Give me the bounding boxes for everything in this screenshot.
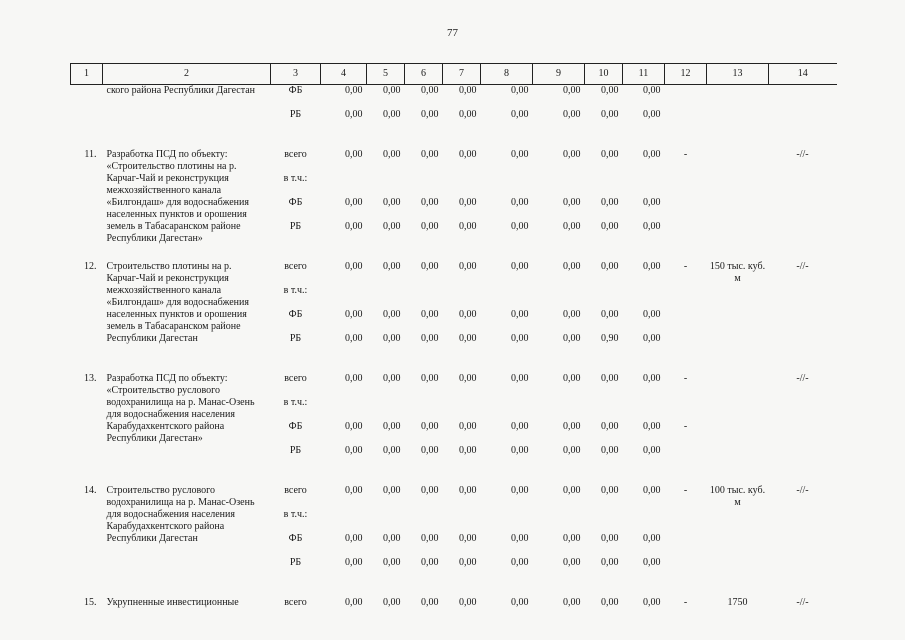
funding-source: РБ: [289, 221, 302, 232]
value-cell: 0,00: [383, 445, 401, 456]
value-cell: 0,00: [459, 109, 477, 120]
spacer-cell: [71, 357, 837, 373]
value-cell: 0,00: [459, 557, 477, 568]
value-cell: [533, 173, 585, 197]
column-header-2: 2: [103, 64, 271, 85]
column-header-12: 12: [665, 64, 707, 85]
value-cell: 0,00: [643, 109, 661, 120]
value-cell: 0,00: [601, 85, 619, 96]
value-cell: 0,00: [601, 597, 619, 608]
value-cell: 0,00: [601, 557, 619, 568]
value-cell: 0,00: [421, 309, 439, 320]
funding-source: в т.ч.:: [283, 285, 308, 296]
value-cell: 0,00: [383, 261, 401, 272]
capacity-cell: [707, 421, 769, 445]
capacity-cell: [707, 373, 769, 397]
value-cell: 0,00: [459, 421, 477, 432]
value-cell: 0,00: [383, 85, 401, 96]
column-header-4: 4: [321, 64, 367, 85]
value-cell: 0,00: [383, 597, 401, 608]
value-cell: 0,00: [345, 421, 363, 432]
header-row: [71, 64, 837, 85]
column-12-cell: -: [683, 485, 688, 496]
column-14-cell: [769, 421, 837, 445]
value-cell: 0,00: [563, 557, 581, 568]
value-cell: 0,00: [383, 197, 401, 208]
value-cell: 0,00: [421, 533, 439, 544]
capacity-cell: [707, 149, 769, 173]
value-cell: 0,00: [383, 373, 401, 384]
value-cell: [481, 509, 533, 533]
value-cell: 0,00: [563, 149, 581, 160]
value-cell: 0,00: [511, 445, 529, 456]
column-12-cell: [665, 445, 707, 469]
value-cell: 0,00: [511, 197, 529, 208]
value-cell: [585, 285, 623, 309]
capacity-cell: [707, 533, 769, 557]
column-14-cell: -//-: [796, 261, 809, 272]
value-cell: 0,00: [643, 197, 661, 208]
column-12-cell: [665, 509, 707, 533]
column-12-cell: [665, 557, 707, 581]
value-cell: 0,00: [563, 261, 581, 272]
item-name: Укрупненные инвестиционные: [106, 597, 239, 608]
value-cell: 0,00: [601, 421, 619, 432]
value-cell: 0,00: [421, 557, 439, 568]
value-cell: [533, 285, 585, 309]
value-cell: 0,00: [459, 485, 477, 496]
value-cell: [321, 397, 367, 421]
value-cell: 0,00: [511, 421, 529, 432]
value-cell: 0,00: [563, 333, 581, 344]
value-cell: 0,00: [421, 333, 439, 344]
value-cell: 0,00: [421, 109, 439, 120]
column-14-cell: -//-: [796, 485, 809, 496]
value-cell: 0,00: [383, 109, 401, 120]
value-cell: 0,00: [459, 85, 477, 96]
value-cell: 0,00: [643, 309, 661, 320]
spacer-cell: [71, 581, 837, 597]
funding-source: ФБ: [288, 309, 303, 320]
value-cell: [623, 397, 665, 421]
value-cell: [443, 509, 481, 533]
value-cell: 0,00: [421, 373, 439, 384]
column-14-cell: [769, 333, 837, 357]
capacity-cell: [707, 85, 769, 110]
value-cell: [533, 509, 585, 533]
value-cell: [321, 509, 367, 533]
capacity-cell: [707, 445, 769, 469]
value-cell: [405, 509, 443, 533]
value-cell: 0,00: [511, 309, 529, 320]
spacer-row: [71, 581, 837, 597]
value-cell: 0,00: [459, 445, 477, 456]
spacer-row: [71, 133, 837, 149]
capacity-cell: [707, 397, 769, 421]
value-cell: 0,00: [643, 149, 661, 160]
column-header-5: 5: [367, 64, 405, 85]
funding-source: ФБ: [288, 533, 303, 544]
column-header-6: 6: [405, 64, 443, 85]
value-cell: 0,00: [459, 533, 477, 544]
value-cell: 0,00: [511, 373, 529, 384]
column-14-cell: [769, 221, 837, 245]
value-cell: 0,00: [563, 485, 581, 496]
funding-source: РБ: [289, 445, 302, 456]
column-header-11: 11: [623, 64, 665, 85]
column-header-8: 8: [481, 64, 533, 85]
column-header-13: 13: [707, 64, 769, 85]
value-cell: [585, 509, 623, 533]
value-cell: [533, 397, 585, 421]
value-cell: [443, 397, 481, 421]
value-cell: 0,00: [345, 533, 363, 544]
column-header-14: 14: [769, 64, 837, 85]
value-cell: 0,00: [383, 421, 401, 432]
value-cell: 0,00: [511, 597, 529, 608]
spacer-row: [71, 469, 837, 485]
value-cell: 0,00: [459, 197, 477, 208]
funding-source: в т.ч.:: [283, 173, 308, 184]
value-cell: 0,00: [345, 485, 363, 496]
page-number: 77: [447, 27, 458, 39]
column-14-cell: [769, 285, 837, 309]
capacity-cell: [707, 333, 769, 357]
item-number: 11.: [84, 149, 97, 160]
value-cell: 0,00: [643, 221, 661, 232]
column-14-cell: [769, 109, 837, 133]
value-cell: 0,00: [383, 333, 401, 344]
value-cell: 0,00: [421, 485, 439, 496]
value-cell: 0,00: [421, 597, 439, 608]
value-cell: 0,00: [421, 421, 439, 432]
value-cell: 0,00: [643, 373, 661, 384]
value-cell: [443, 285, 481, 309]
column-14-cell: -//-: [796, 597, 809, 608]
value-cell: 0,00: [459, 333, 477, 344]
column-12-cell: [665, 397, 707, 421]
budget-table: [70, 63, 837, 621]
value-cell: 0,00: [383, 149, 401, 160]
capacity-cell: 150 тыс. куб. м: [709, 261, 766, 284]
spacer-row: [71, 357, 837, 373]
funding-source: всего: [284, 373, 307, 384]
capacity-cell: [707, 509, 769, 533]
value-cell: 0,00: [421, 221, 439, 232]
value-cell: [405, 285, 443, 309]
value-cell: 0,00: [511, 557, 529, 568]
value-cell: [405, 173, 443, 197]
funding-source: всего: [284, 149, 307, 160]
value-cell: 0,00: [511, 533, 529, 544]
value-cell: 0,00: [643, 597, 661, 608]
value-cell: 0,00: [563, 197, 581, 208]
value-cell: 0,90: [601, 333, 619, 344]
capacity-cell: [707, 173, 769, 197]
column-header-10: 10: [585, 64, 623, 85]
item-number: 15.: [84, 597, 97, 608]
column-14-cell: [769, 445, 837, 469]
value-cell: 0,00: [511, 333, 529, 344]
value-cell: 0,00: [345, 109, 363, 120]
value-cell: 0,00: [601, 261, 619, 272]
value-cell: [623, 285, 665, 309]
funding-source: всего: [284, 261, 307, 272]
column-14-cell: [769, 173, 837, 197]
value-cell: 0,00: [383, 309, 401, 320]
column-12-cell: [665, 173, 707, 197]
value-cell: 0,00: [601, 109, 619, 120]
column-14-cell: [769, 85, 837, 110]
column-header-3: 3: [271, 64, 321, 85]
value-cell: 0,00: [421, 197, 439, 208]
capacity-cell: [707, 221, 769, 245]
value-cell: 0,00: [459, 221, 477, 232]
value-cell: 0,00: [601, 445, 619, 456]
value-cell: 0,00: [563, 221, 581, 232]
value-cell: 0,00: [345, 373, 363, 384]
value-cell: 0,00: [345, 221, 363, 232]
value-cell: 0,00: [421, 85, 439, 96]
value-cell: 0,00: [459, 149, 477, 160]
table-row: [71, 597, 837, 621]
value-cell: [443, 173, 481, 197]
item-number: 14.: [84, 485, 97, 496]
value-cell: 0,00: [601, 309, 619, 320]
value-cell: 0,00: [421, 445, 439, 456]
value-cell: 0,00: [511, 261, 529, 272]
table-row: [71, 485, 837, 509]
value-cell: 0,00: [345, 333, 363, 344]
value-cell: [585, 173, 623, 197]
value-cell: 0,00: [511, 85, 529, 96]
value-cell: 0,00: [563, 309, 581, 320]
spacer-cell: [71, 245, 837, 261]
value-cell: 0,00: [511, 109, 529, 120]
spacer-cell: [71, 133, 837, 149]
value-cell: 0,00: [563, 373, 581, 384]
capacity-cell: [707, 557, 769, 581]
column-14-cell: [769, 509, 837, 533]
value-cell: 0,00: [345, 597, 363, 608]
item-number: [71, 85, 103, 134]
value-cell: [481, 397, 533, 421]
column-12-cell: -: [683, 149, 688, 160]
budget-table-sheet: [70, 63, 836, 621]
value-cell: 0,00: [345, 261, 363, 272]
value-cell: 0,00: [643, 333, 661, 344]
value-cell: 0,00: [421, 149, 439, 160]
value-cell: 0,00: [563, 445, 581, 456]
item-number: 12.: [84, 261, 97, 272]
capacity-cell: [707, 109, 769, 133]
value-cell: [367, 509, 405, 533]
value-cell: 0,00: [563, 85, 581, 96]
column-14-cell: [769, 397, 837, 421]
value-cell: [481, 285, 533, 309]
value-cell: 0,00: [563, 109, 581, 120]
funding-source: ФБ: [288, 197, 303, 208]
column-12-cell: [665, 109, 707, 133]
value-cell: [405, 397, 443, 421]
item-name: Разработка ПСД по объекту: «Строительство руслового водохранилища на р. Манас-Озень для водоснабжения населения Карабудахкентского района Республики Дагестан»: [106, 373, 255, 444]
value-cell: 0,00: [511, 485, 529, 496]
column-12-cell: -: [683, 261, 688, 272]
value-cell: 0,00: [383, 533, 401, 544]
capacity-cell: [707, 309, 769, 333]
value-cell: 0,00: [459, 261, 477, 272]
table-row: [71, 149, 837, 173]
spacer-row: [71, 245, 837, 261]
column-12-cell: [665, 221, 707, 245]
item-number: 13.: [84, 373, 97, 384]
value-cell: 0,00: [383, 221, 401, 232]
column-12-cell: [665, 85, 707, 110]
table-row: [71, 373, 837, 397]
table-body: [71, 85, 837, 622]
column-12-cell: -: [683, 421, 688, 432]
funding-source: в т.ч.:: [283, 509, 308, 520]
value-cell: 0,00: [511, 149, 529, 160]
value-cell: 0,00: [511, 221, 529, 232]
value-cell: 0,00: [345, 149, 363, 160]
value-cell: 0,00: [643, 85, 661, 96]
capacity-cell: 1750: [727, 597, 748, 608]
value-cell: [367, 173, 405, 197]
column-12-cell: [665, 533, 707, 557]
value-cell: 0,00: [643, 557, 661, 568]
value-cell: 0,00: [643, 485, 661, 496]
value-cell: 0,00: [383, 557, 401, 568]
value-cell: 0,00: [345, 557, 363, 568]
value-cell: 0,00: [421, 261, 439, 272]
value-cell: 0,00: [601, 485, 619, 496]
funding-source: всего: [284, 597, 307, 608]
value-cell: 0,00: [459, 373, 477, 384]
value-cell: 0,00: [601, 533, 619, 544]
value-cell: 0,00: [345, 85, 363, 96]
funding-source: ФБ: [288, 421, 303, 432]
value-cell: [623, 173, 665, 197]
value-cell: 0,00: [601, 373, 619, 384]
item-name: Разработка ПСД по объекту: «Строительство плотины на р. Карчаг-Чай и реконструкция межхозяйственного канала «Билгондаш» для водоснабжения населенных пунктов и орошения земель в Табасаранском районе Республики Дагестан»: [106, 149, 249, 244]
value-cell: 0,00: [643, 421, 661, 432]
column-14-cell: [769, 533, 837, 557]
value-cell: 0,00: [345, 197, 363, 208]
column-header-1: 1: [71, 64, 103, 85]
value-cell: 0,00: [601, 197, 619, 208]
item-name: ского района Республики Дагестан: [106, 85, 256, 96]
column-14-cell: [769, 309, 837, 333]
column-12-cell: [665, 285, 707, 309]
value-cell: 0,00: [601, 149, 619, 160]
value-cell: 0,00: [643, 445, 661, 456]
table-row: [71, 85, 837, 110]
value-cell: 0,00: [345, 445, 363, 456]
value-cell: [321, 173, 367, 197]
column-12-cell: [665, 197, 707, 221]
value-cell: [585, 397, 623, 421]
value-cell: [367, 285, 405, 309]
value-cell: [623, 509, 665, 533]
capacity-cell: [707, 285, 769, 309]
value-cell: 0,00: [345, 309, 363, 320]
capacity-cell: 100 тыс. куб. м: [709, 485, 766, 508]
value-cell: 0,00: [563, 421, 581, 432]
item-name: Строительство плотины на р. Карчаг-Чай и реконструкция межхозяйственного канала «Билгондаш» для водоснабжения населенных пунктов и орошения земель в Табасаранском районе Республики Дагестан: [106, 261, 249, 344]
column-14-cell: [769, 557, 837, 581]
funding-source: ФБ: [288, 85, 303, 96]
value-cell: [321, 285, 367, 309]
funding-source: РБ: [289, 333, 302, 344]
spacer-cell: [71, 469, 837, 485]
column-header-9: 9: [533, 64, 585, 85]
value-cell: [367, 397, 405, 421]
funding-source: всего: [284, 485, 307, 496]
value-cell: [481, 173, 533, 197]
funding-source: РБ: [289, 557, 302, 568]
value-cell: 0,00: [643, 261, 661, 272]
capacity-cell: [707, 197, 769, 221]
value-cell: 0,00: [563, 533, 581, 544]
column-12-cell: [665, 333, 707, 357]
value-cell: 0,00: [643, 533, 661, 544]
column-14-cell: -//-: [796, 149, 809, 160]
column-header-7: 7: [443, 64, 481, 85]
item-name: Строительство руслового водохранилища на р. Манас-Озень для водоснабжения населения Карабудахкентского района Республики Дагестан: [106, 485, 255, 544]
column-12-cell: -: [683, 373, 688, 384]
funding-source: РБ: [289, 109, 302, 120]
value-cell: 0,00: [383, 485, 401, 496]
value-cell: 0,00: [459, 309, 477, 320]
table-row: [71, 261, 837, 285]
value-cell: 0,00: [459, 597, 477, 608]
value-cell: 0,00: [601, 221, 619, 232]
funding-source: в т.ч.:: [283, 397, 308, 408]
column-14-cell: -//-: [796, 373, 809, 384]
column-12-cell: [665, 309, 707, 333]
column-14-cell: [769, 197, 837, 221]
column-12-cell: -: [683, 597, 688, 608]
value-cell: 0,00: [563, 597, 581, 608]
